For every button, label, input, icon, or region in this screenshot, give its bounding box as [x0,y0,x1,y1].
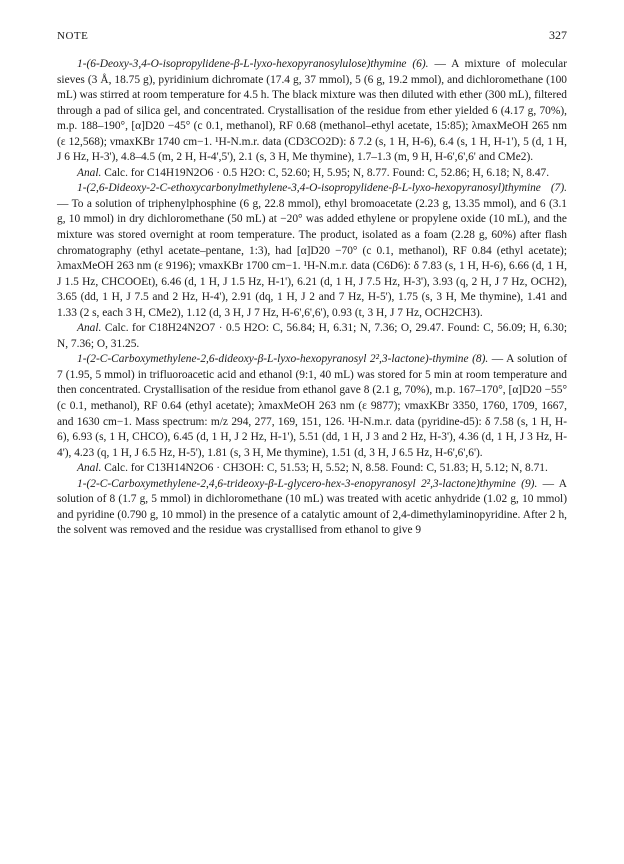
section-title: NOTE [57,30,89,42]
compound-7-paragraph [57,181,567,321]
paragraph-text: — To a solution of triphenylphosphine (6 g, 22.8 mmol), ethyl bromoacetate (2.23 g, 13.35 mmol), and 6 (3.1 g, 10 mmol) in dry dichloromethane (50 mL) at −20° was added ethylene or propylene oxide (10 mL), and the mixture was stored overnight at room temperature. The product, isolated as a foam (2.28 g, 60%) after flash chromatography (ethyl acetate–pentane, 1:3), had [α]D20 −70° (c 0.1, methanol), RF 0.84 (ethyl acetate); λmaxMeOH 263 nm (ε 9196); νmaxKBr 1700 cm−1. ¹H-N.m.r. data (C6D6): δ 7.83 (s, 1 H, H-6), 6.66 (d, 1 H, J 1.5 Hz, CHCOOEt), 6.46 (d, 1 H, J 1.5 Hz, H-1'), 6.21 (d, 1 H, J 7.5 Hz, H-3'), 3.93 (q, 2 H, J 7 Hz, OCH2), 3.65 (dd, 1 H, J 7.5 and 2 Hz, H-4'), 2.91 (dq, 1 H, J 2 and 7 Hz, H-5'), 1.75 (s, 3 H, Me thymine), 1.41 and 1.33 (2 s, each 3 H, CMe2), 1.12 (d, 3 H, J 7 Hz, H-6',6',6'), 0.93 (t, 3 H, J 7 Hz, OCH2CH3). [57,197,567,319]
journal-page [57,28,567,539]
paragraph-text: — A solution of 8 (1.7 g, 5 mmol) in dichloromethane (10 mL) was treated with acetic anhydride (1.02 g, 10 mmol) and pyridine (0.790 g, 10 mmol) in the presence of a catalytic amount of 2,4-dimethylaminopyridine. After 2 h, the solvent was removed and the residue was crystallised from ethanol to give 9 [57,477,568,537]
paragraph-text: — A solution of 7 (1.95, 5 mmol) in trifluoroacetic acid and ethanol (9:1, 40 mL) was stored for 5 min at room temperature and then concentrated. Crystallisation of the residue from ethanol gave 8 (2.1 g, 70%), m.p. 167–170°, [α]D20 −55° (c 0.1, methanol), RF 0.64 (ethyl acetate); λmaxMeOH 263 nm (ε 9877); νmaxKBr 3350, 1760, 1709, 1667, and 1630 cm−1. Mass spectrum: m/z 294, 277, 169, 151, 126. ¹H-N.m.r. data (pyridine-d5): δ 7.58 (s, 1 H, H-6), 6.93 (s, 1 H, CHCO), 6.45 (d, 1 H, J 2 Hz, H-1'), 5.51 (dd, 1 H, J 3 and 2 Hz, H-3'), 4.36 (d, 1 H, J 3 Hz, H-4'), 4.23 (q, 1 H, J 6.5 Hz, H-5'), 1.81 (s, 3 H, Me thymine), 1.51 (d, 3 H, J 6.5 Hz, H-6',6',6'). [57,353,567,459]
paragraph-text: Calc. for C13H14N2O6 · CH3OH: C, 51.53; H, 5.52; N, 8.58. Found: C, 51.83; H, 5.12; N, 8.71. [101,462,548,475]
paragraph-heading: Anal. [77,462,102,475]
analysis-8-paragraph [57,461,567,477]
article-body [57,57,567,539]
analysis-7-paragraph [57,321,567,352]
analysis-6-paragraph [57,166,567,182]
page-number: 327 [549,28,567,42]
paragraph-text: Calc. for C18H24N2O7 · 0.5 H2O: C, 56.84; H, 6.31; N, 7.36; O, 29.47. Found: C, 56.09; H, 6.30; N, 7.36; O, 31.25. [57,322,567,350]
paragraph-text: — A mixture of molecular sieves (3 Å, 18.75 g), pyridinium dichromate (17.4 g, 37 mmol), 5 (6 g, 19.2 mmol), and dichloromethane (100 mL) was stirred at room temperature for 4.5 h. The black mixture was then diluted with ether (300 mL), filtered through a pad of silica gel, and concentrated. Crystallisation of the residue from ether yielded 6 (4.17 g, 70%), m.p. 188–190°, [α]D20 −45° (c 0.1, methanol), RF 0.68 (methanol–ethyl acetate, 15:85); λmaxMeOH 265 nm (ε 12,568); νmaxKBr 1740 cm−1. ¹H-N.m.r. data (CD3CO2D): δ 7.2 (s, 1 H, H-6), 6.4 (s, 1 H, H-1'), 5 (d, 1 H, J 6 Hz, H-3'), 4.8–4.5 (m, 2 H, H-4',5'), 2.1 (s, 3 H, Me thymine), 1.7–1.3 (m, 9 H, H-6',6',6' and CMe2). [57,58,567,164]
page-header [57,28,567,43]
paragraph-heading: Anal. [77,322,102,335]
compound-8-paragraph [57,352,567,461]
paragraph-heading: 1-(6-Deoxy-3,4-O-isopropylidene-β-L-lyxo-hexopyranosylulose)thymine (6). [77,58,429,70]
compound-9-paragraph [57,477,567,539]
paragraph-heading: Anal. [77,166,102,179]
paragraph-heading: 1-(2-C-Carboxymethylene-2,4,6-trideoxy-β-L-glycero-hex-3-enopyranosyl 2²,3-lactone)thymine (9). [77,477,538,490]
paragraph-text: Calc. for C14H19N2O6 · 0.5 H2O: C, 52.60; H, 5.95; N, 8.77. Found: C, 52.86; H, 6.18; N, 8.47. [101,166,550,179]
compound-6-paragraph [57,57,567,166]
paragraph-heading: 1-(2,6-Dideoxy-2-C-ethoxycarbonylmethylene-3,4-O-isopropylidene-β-L-lyxo-hexopyranosyl)thymine (7). [77,182,567,195]
paragraph-heading: 1-(2-C-Carboxymethylene-2,6-dideoxy-β-L-lyxo-hexopyranosyl 2²,3-lactone)-thymine (8). [77,353,489,366]
